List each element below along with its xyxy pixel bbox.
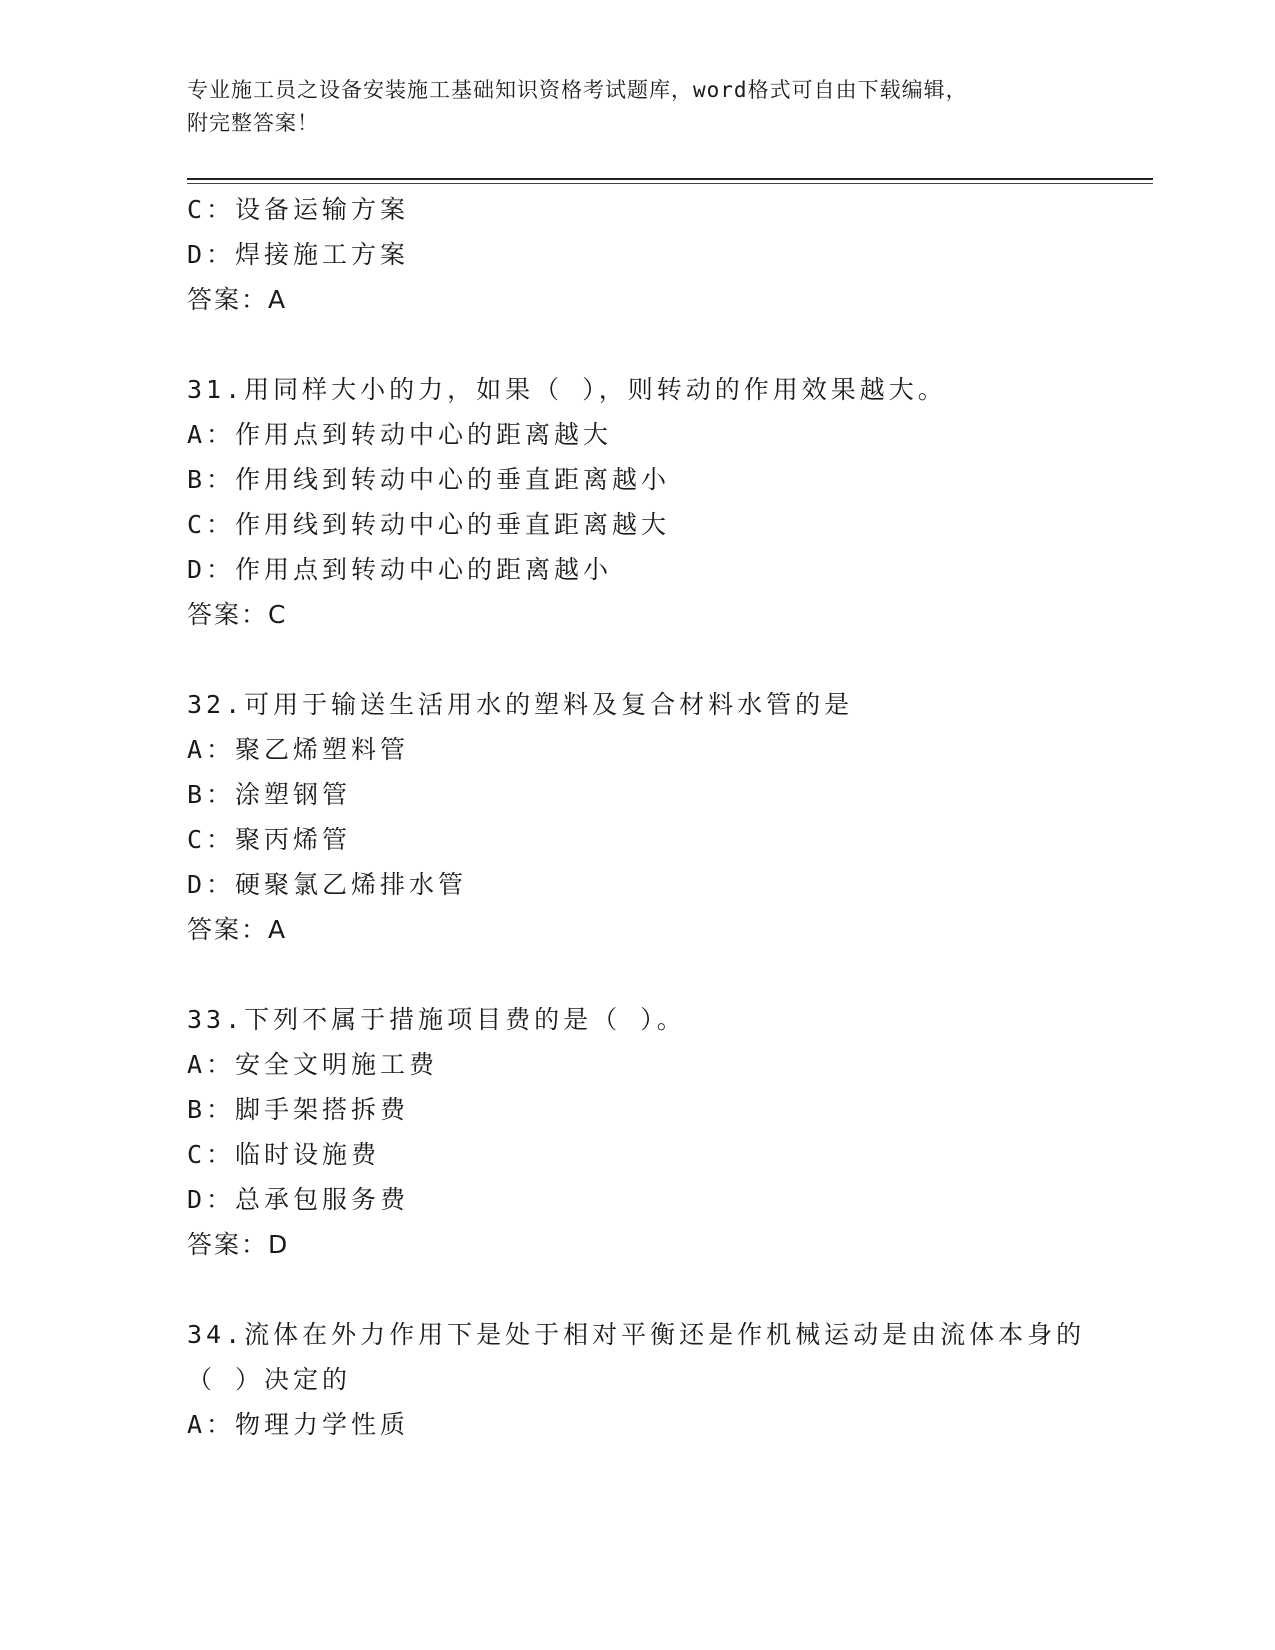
q30-option-d: D：焊接施工方案 [187, 240, 410, 269]
q33-option-b: B：脚手架搭拆费 [187, 1095, 410, 1124]
q33-option-a: A：安全文明施工费 [187, 1050, 439, 1079]
q32-option-c: C：聚丙烯管 [187, 825, 352, 854]
header-divider [187, 178, 1153, 180]
q32-stem: 32.可用于输送生活用水的塑料及复合材料水管的是 [187, 690, 854, 719]
q33-answer: 答案：D [187, 1230, 290, 1259]
q31-option-a: A：作用点到转动中心的距离越大 [187, 420, 613, 449]
q33-option-c: C：临时设施费 [187, 1140, 381, 1169]
header-divider-thin [187, 183, 1153, 184]
q33-stem: 33.下列不属于措施项目费的是（ ）。 [187, 1005, 686, 1034]
q31-option-d: D：作用点到转动中心的距离越小 [187, 555, 613, 584]
document-header [187, 74, 1087, 140]
q30-option-c: C：设备运输方案 [187, 195, 410, 224]
q31-answer: 答案：C [187, 600, 288, 629]
q34-option-a: A：物理力学性质 [187, 1410, 410, 1439]
q32-answer: 答案：A [187, 915, 288, 944]
q34-stem-continued: （ ）决定的 [187, 1365, 352, 1394]
q31-stem: 31.用同样大小的力，如果（ ），则转动的作用效果越大。 [187, 375, 947, 404]
q32-option-b: B：涂塑钢管 [187, 780, 352, 809]
q32-option-a: A：聚乙烯塑料管 [187, 735, 410, 764]
q34-stem: 34.流体在外力作用下是处于相对平衡还是作机械运动是由流体本身的 [187, 1320, 1086, 1349]
header-line-1: 专业施工员之设备安装施工基础知识资格考试题库，word格式可自由下载编辑， [187, 78, 968, 102]
q33-option-d: D：总承包服务费 [187, 1185, 410, 1214]
header-line-2: 附完整答案！ [187, 111, 319, 135]
q31-option-b: B：作用线到转动中心的垂直距离越小 [187, 465, 671, 494]
q30-answer: 答案：A [187, 285, 288, 314]
q31-option-c: C：作用线到转动中心的垂直距离越大 [187, 510, 671, 539]
q32-option-d: D：硬聚氯乙烯排水管 [187, 870, 468, 899]
